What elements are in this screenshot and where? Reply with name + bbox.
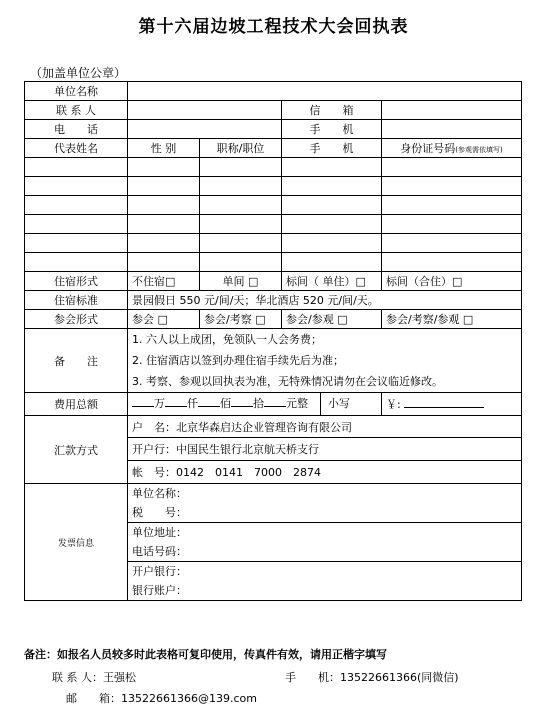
rep-cell[interactable]: [128, 196, 200, 215]
remit-line: 户 名：北京华森启达企业管理咨询有限公司: [128, 416, 522, 438]
rep-cell[interactable]: [128, 253, 200, 272]
rep-cell[interactable]: [382, 158, 522, 177]
email-line: [66, 690, 257, 706]
invoice-field: 单位名称：: [132, 487, 187, 500]
rep-cell[interactable]: [25, 234, 128, 253]
remark-line: 1. 六人以上成团，免领队一人会务费；: [132, 333, 322, 346]
fee-label: 费用总额: [25, 393, 128, 416]
attend-option[interactable]: 参会/考察 □: [200, 310, 282, 329]
rep-name-header: 代表姓名: [25, 139, 128, 158]
remarks-label: 备 注: [25, 329, 128, 393]
invoice-field: 银行账户：: [132, 584, 187, 597]
contact-name: 王强松: [103, 671, 136, 684]
page-title: 第十六届边坡工程技术大会回执表: [138, 17, 409, 37]
rep-cell[interactable]: [282, 158, 382, 177]
mobile-label: 手 机: [282, 120, 382, 139]
mailbox-label: 信 箱: [282, 101, 382, 120]
rep-cell[interactable]: [128, 158, 200, 177]
lodging-option[interactable]: 不住宿□: [128, 272, 200, 291]
mobile-label: 手 机：: [285, 671, 340, 684]
contact-label: 联 系 人: [25, 101, 128, 120]
rep-cell[interactable]: [382, 215, 522, 234]
phone-field[interactable]: [128, 120, 282, 139]
attend-option[interactable]: 参会 □: [128, 310, 200, 329]
fee-unit: 拾: [253, 397, 264, 410]
remark-line: 3. 考察、参观以回执表为准，无特殊情况请勿在会议临近修改。: [132, 375, 443, 388]
fee-lowercase-label: 小写: [328, 397, 350, 410]
contact-field[interactable]: [128, 101, 282, 120]
attend-option[interactable]: 参会/考察/参观 □: [382, 310, 522, 329]
fee-unit: 佰: [220, 397, 231, 410]
fee-unit: 元整: [286, 397, 308, 410]
rep-cell[interactable]: [25, 158, 128, 177]
mobile-line: [285, 669, 459, 685]
rep-cell[interactable]: [200, 196, 282, 215]
fee-amount-field[interactable]: [128, 393, 382, 416]
remark-line: 2. 住宿酒店以签到办理住宿手续先后为准；: [132, 354, 344, 367]
rep-cell[interactable]: [25, 215, 128, 234]
rep-cell[interactable]: [382, 177, 522, 196]
contact-line: [52, 669, 136, 685]
rep-cell[interactable]: [25, 253, 128, 272]
rep-cell[interactable]: [282, 177, 382, 196]
id-header: [382, 139, 522, 158]
rep-cell[interactable]: [200, 177, 282, 196]
contact-name-label: 联 系 人：: [52, 671, 103, 684]
remit-line: 开户行：中国民生银行北京航天桥支行: [128, 438, 522, 461]
rep-cell[interactable]: [128, 215, 200, 234]
lodging-label: 住宿形式: [25, 272, 128, 291]
footnote: 备注：如报名人员较多时此表格可复印使用，传真件有效，请用正楷字填写: [24, 648, 387, 661]
lodging-standard-label: 住宿标准: [25, 291, 128, 310]
rep-cell[interactable]: [25, 196, 128, 215]
rep-cell[interactable]: [382, 234, 522, 253]
email-value[interactable]: 13522661366@139.com: [121, 692, 257, 705]
rep-cell[interactable]: [25, 177, 128, 196]
invoice-field: 税 号：: [132, 506, 187, 519]
mailbox-field[interactable]: [382, 101, 522, 120]
invoice-group[interactable]: [128, 484, 522, 523]
phone-label: 电 话: [25, 120, 128, 139]
fee-yen-field[interactable]: [382, 393, 522, 416]
rep-cell[interactable]: [200, 234, 282, 253]
lodging-option[interactable]: 标间（ 单住）□: [282, 272, 382, 291]
gender-header: 性 别: [128, 139, 200, 158]
fee-unit: 仟: [187, 397, 198, 410]
unit-name-label: 单位名称: [25, 82, 128, 101]
remit-label: 汇款方式: [25, 416, 128, 484]
invoice-field: 开户银行：: [132, 565, 187, 578]
rep-cell[interactable]: [282, 234, 382, 253]
attend-option[interactable]: 参会/参观 □: [282, 310, 382, 329]
rep-cell[interactable]: [282, 253, 382, 272]
yen-label: ￥:: [386, 398, 401, 411]
invoice-group[interactable]: [128, 523, 522, 562]
fee-unit: 万: [154, 397, 165, 410]
rep-cell[interactable]: [128, 177, 200, 196]
unit-name-field[interactable]: [128, 82, 522, 101]
invoice-field: 单位地址：: [132, 526, 187, 539]
mobile-field[interactable]: [382, 120, 522, 139]
id-header-note: (参观需依填写): [455, 146, 503, 154]
invoice-group[interactable]: [128, 562, 522, 601]
invoice-field: 电话号码：: [132, 545, 187, 558]
rep-cell[interactable]: [282, 215, 382, 234]
rep-cell[interactable]: [200, 158, 282, 177]
rep-cell[interactable]: [282, 196, 382, 215]
registration-form: [24, 81, 522, 601]
mobile-value: 13522661366(同微信): [340, 671, 459, 684]
rep-cell[interactable]: [382, 196, 522, 215]
lodging-standard-text: 景园假日 550 元/间/天；华北酒店 520 元/间/天。: [128, 291, 522, 310]
remarks-content: [128, 329, 522, 393]
lodging-option[interactable]: 单间 □: [200, 272, 282, 291]
title-header: 职称/职位: [200, 139, 282, 158]
rep-cell[interactable]: [128, 234, 200, 253]
rep-cell[interactable]: [200, 215, 282, 234]
rep-cell[interactable]: [382, 253, 522, 272]
id-header-label: 身份证号码: [400, 142, 456, 155]
email-label: 邮 箱：: [66, 692, 121, 705]
mobile-header: 手 机: [282, 139, 382, 158]
lodging-option[interactable]: 标间（合住）□: [382, 272, 522, 291]
stamp-note: （加盖单位公章）: [30, 66, 127, 80]
attend-label: 参会形式: [25, 310, 128, 329]
invoice-label: [25, 484, 128, 601]
invoice-label-text: 发票信息: [57, 538, 94, 549]
remit-line: 帐 号：0142 0141 7000 2874: [128, 461, 522, 484]
rep-cell[interactable]: [200, 253, 282, 272]
